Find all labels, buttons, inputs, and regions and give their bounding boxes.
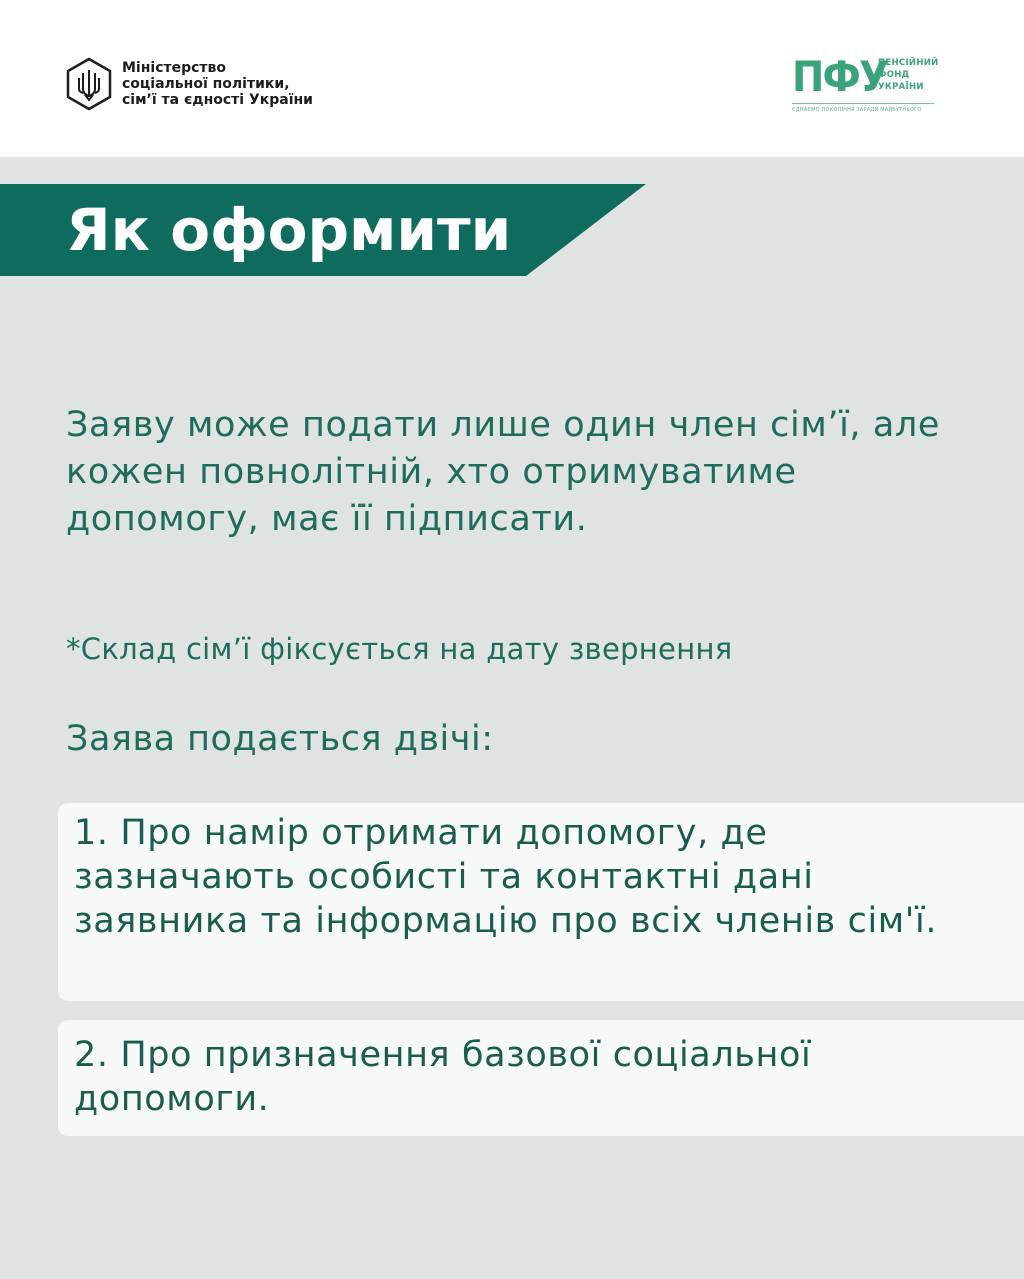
ministry-name-line3: сім’ї та єдності України [122, 92, 313, 108]
list-item-2 [58, 1020, 1024, 1136]
title-banner [0, 184, 646, 276]
list-item-text: 1. Про намір отримати допомогу, де зазначають особисті та контактні дані заявника та інформацію про всіх членів сім'ї. [74, 813, 938, 941]
pfu-logo [792, 54, 942, 118]
list-item-1 [58, 803, 1024, 1001]
pfu-abbr: ПФУ [792, 52, 887, 101]
pfu-name-line3: УКРАЇНИ [878, 82, 924, 92]
footnote: *Склад сім’ї фіксується на дату звернення [66, 632, 733, 666]
pfu-name-line2: ФОНД [878, 70, 910, 80]
pfu-tagline: ЄДНАЄМО ПОКОЛІННЯ ЗАРАДИ МАЙБУТНЬОГО [792, 107, 922, 113]
page-title: Як оформити [66, 196, 512, 264]
pfu-divider [792, 103, 934, 104]
header [0, 0, 1024, 157]
ministry-name-line1: Міністерство [122, 60, 227, 76]
trident-icon [64, 56, 114, 112]
list-item-text: 2. Про призначення базової соціальної допомоги. [74, 1035, 812, 1119]
ministry-logo [64, 56, 313, 112]
list-lead: Заява подається двічі: [66, 719, 494, 759]
pfu-name-line1: ПЕНСІЙНИЙ [878, 58, 939, 68]
ministry-name-line2: соціальної політики, [122, 76, 290, 92]
intro-paragraph: Заяву може подати лише один член сім’ї, але кожен повнолітній, хто отримуватиме допомогу, має її підписати. [66, 405, 941, 539]
